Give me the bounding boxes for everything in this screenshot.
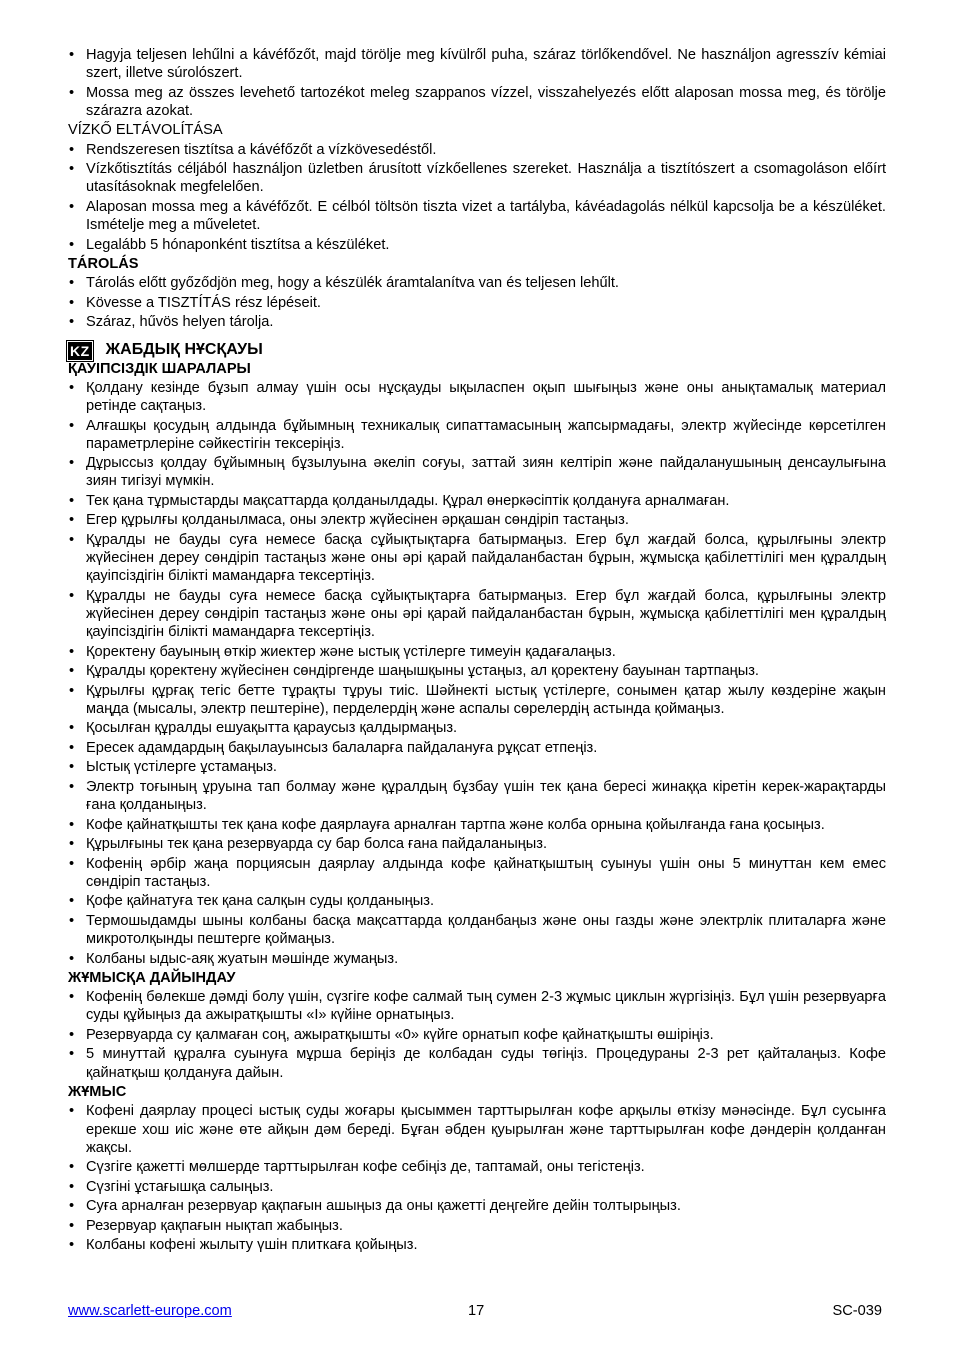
list-item: • Тек қана тұрмыстарды мақсаттарда қолданылдады. Құрал өнеркәсіптік қолдануға арналмаған.	[68, 492, 886, 510]
list-item: • Hagyja teljesen lehűlni a kávéfőzőt, majd törölje meg kívülről puha, száraz törlőkendővel. Ne használjon agresszív kémiai szert, illetve súrolószert.	[68, 46, 886, 82]
list-item: • Қолдану кезінде бұзып алмау үшін осы нұсқауды ықыласпен оқып шығыңыз және оны анықтамалық материал ретінде сақтаңыз.	[68, 379, 886, 415]
list-item: • Қоректену бауының өткір жиектер және ыстық үстілерге тимеуін қадағалаңыз.	[68, 643, 886, 661]
list-item: • Дұрыссыз қолдау бұйымның бұзылуына әкеліп соғуы, заттай зиян келтіріп және пайдаланушының денсаулығына зиян тигізуі мүмкін.	[68, 454, 886, 490]
kz-preparation-heading: ЖҰМЫСҚА ДАЙЫНДАУ	[68, 970, 236, 987]
list-item: • Құралды қоректену жүйесінен сөндіргенде шаңышқыны ұстаңыз, ал қоректену бауынан тартпаңыз.	[68, 662, 886, 680]
list-item: • Ересек адамдардың бақылауынсыз балаларға пайдалануға рұқсат етпеңіз.	[68, 739, 886, 757]
kz-manual-title: ЖАБДЫҚ НҰСҚАУЫ	[105, 341, 263, 359]
website-link[interactable]: www.scarlett-europe.com	[68, 1303, 232, 1319]
list-item: • Қосылған құралды ешуақытта қараусыз қалдырмаңыз.	[68, 719, 886, 737]
list-item: • 5 минуттай құралға суынуға мұрша беріңіз де колбадан суды төгіңіз. Процедураны 2-3 рет қайталаңыз. Кофе қайнатқыш қолдануға дайын.	[68, 1045, 886, 1081]
page-number: 17	[468, 1303, 485, 1319]
list-item: • Ыстық үстілерге ұстамаңыз.	[68, 758, 886, 776]
list-item: • Құрылғыны тек қана резервуарда су бар болса ғана пайдаланыңыз.	[68, 835, 886, 853]
list-item: • Кофенің бөлекше дәмді болу үшін, сүзгіге кофе салмай тың сумен 2-3 жұмыс циклын жүргізіңіз. Бұл үшін резервуарға суды құйыңыз да ажыратқышты «I» күйіне орнатыңыз.	[68, 988, 886, 1024]
page-footer	[68, 1302, 886, 1322]
list-item: • Száraz, hűvös helyen tárolja.	[68, 313, 886, 331]
kz-safety-heading: ҚАУІПСІЗДІК ШАРАЛАРЫ	[68, 360, 251, 377]
list-item: • Vízkőtisztítás céljából használjon üzletben árusított vízkőellenes szereket. Használja a tisztítószert a csomagoláson előírt utasításoknak megfelelően.	[68, 160, 886, 196]
list-item: • Суға арналған резервуар қақпағын ашыңыз да оны қажетті деңгейге дейін толтырыңыз.	[68, 1197, 886, 1215]
list-item: • Rendszeresen tisztítsa a kávéfőzőt a vízkövesedéstől.	[68, 141, 886, 159]
list-item: • Құрылғы құрғақ тегіс бетте тұрақты тұруы тиіс. Шәйнекті ыстық үстілерге, сонымен қатар жылу көздеріне жақын маңда (мысалы, электр пештеріне), перделердің және аспалы сөрелердің астында қоймаңыз.	[68, 682, 886, 718]
language-badge-kz: KZ	[70, 342, 90, 359]
list-item: • Колбаны ыдыс-аяқ жуатын мәшінде жумаңыз.	[68, 950, 886, 968]
hu-descaling-list	[68, 141, 886, 254]
list-item: • Кофенің әрбір жаңа порциясын даярлау алдында кофе қайнатқыштың суынуы үшін оны 5 минуттан кем емес сөндіріп тастаңыз.	[68, 855, 886, 891]
hu-cleaning-list	[68, 46, 886, 120]
list-item: • Сүзгіні ұстағышқа салыңыз.	[68, 1178, 886, 1196]
list-item: • Tárolás előtt győződjön meg, hogy a készülék áramtalanítva van és teljesen lehűlt.	[68, 274, 886, 292]
list-item: • Резервуарда су қалмаған соң, ажыратқышты «0» күйге орнатып кофе қайнатқышты өшіріңіз.	[68, 1026, 886, 1044]
kz-preparation-list	[68, 988, 886, 1082]
list-item: • Электр тоғының ұруына тап болмау және құралдың бұзбау үшін тек қана бересі жинаққа кіретін керек-жарақтарды ғана қолданыңыз.	[68, 778, 886, 814]
list-item: • Сүзгіге қажетті мөлшерде тарттырылған кофе себіңіз де, таптамай, оны тегістеңіз.	[68, 1158, 886, 1176]
model-number: SC-039	[832, 1303, 882, 1319]
list-item: • Legalább 5 hónaponként tisztítsa a készüléket.	[68, 236, 886, 254]
list-item: • Резервуар қақпағын нықтап жабыңыз.	[68, 1217, 886, 1235]
kz-operation-list	[68, 1102, 886, 1254]
list-item: • Mossa meg az összes levehető tartozékot meleg szappanos vízzel, visszahelyezés előtt alaposan mossa meg, és törölje szárazra azokat.	[68, 84, 886, 120]
kz-section-heading	[68, 341, 886, 359]
list-item: • Термошыдамды шыны колбаны басқа мақсаттарда қолданбаңыз және оны газды және электрлік плиталарға және микротолқынды пештерге қоймаңыз.	[68, 912, 886, 948]
list-item: • Кофе қайнатқышты тек қана кофе даярлауға арналған тартпа және колба орнына қойылғанда ғана қосыңыз.	[68, 816, 886, 834]
hu-descaling-heading: VÍZKŐ ELTÁVOLÍTÁSA	[68, 122, 223, 139]
list-item: • Егер құрылғы қолданылмаса, оны электр жүйесінен әрқашан сөндіріп тастаңыз.	[68, 511, 886, 529]
list-item: • Kövesse a TISZTÍTÁS rész lépéseit.	[68, 294, 886, 312]
kz-operation-heading: ЖҰМЫС	[68, 1084, 127, 1101]
list-item: • Колбаны кофені жылыту үшін плиткаға қойыңыз.	[68, 1236, 886, 1254]
hu-storage-list	[68, 274, 886, 331]
list-item: • Кофені даярлау процесі ыстық суды жоғары қысыммен тарттырылған кофе арқылы өткізу мәнәсінде. Бұл сусынға ерекше хош иіс және өте айқын дәм береді. Бұған әбден қуырылған және тарттырылған кофе дәндерін қолданған жақсы.	[68, 1102, 886, 1157]
list-item: • Құралды не бауды суға немесе басқа сұйықтықтарға батырмаңыз. Егер бұл жағдай болса, құрылғыны электр жүйесінен дереу сөндіріп тастаңыз және оны әрі қарай пайдаланбастан бұрын, жұмысқа қабілеттілігі мен құралдың қауіпсіздігін білікті мамандарға тексертіңіз.	[68, 587, 886, 642]
list-item: • Құралды не бауды суға немесе басқа сұйықтықтарға батырмаңыз. Егер бұл жағдай болса, құрылғыны электр жүйесінен дереу сөндіріп тастаңыз және оны әрі қарай пайдаланбастан бұрын, жұмысқа қабілеттілігі мен құралдың қауіпсіздігін білікті мамандарға тексертіңіз.	[68, 531, 886, 586]
hu-storage-heading: TÁROLÁS	[68, 256, 139, 273]
list-item: • Алғашқы қосудың алдында бұйымның техникалық сипаттамасының жапсырмадағы, электр жүйесінде көрсетілген параметрлеріне сәйкестігін тексеріңіз.	[68, 417, 886, 453]
list-item: • Alaposan mossa meg a kávéfőzőt. E célból töltsön tiszta vizet a tartályba, kávéadagolás nélkül kapcsolja be a készüléket. Ismételje meg a műveletet.	[68, 198, 886, 234]
list-item: • Қофе қайнатуға тек қана салқын суды қолданыңыз.	[68, 892, 886, 910]
page-content	[68, 46, 886, 1256]
kz-safety-list	[68, 379, 886, 968]
